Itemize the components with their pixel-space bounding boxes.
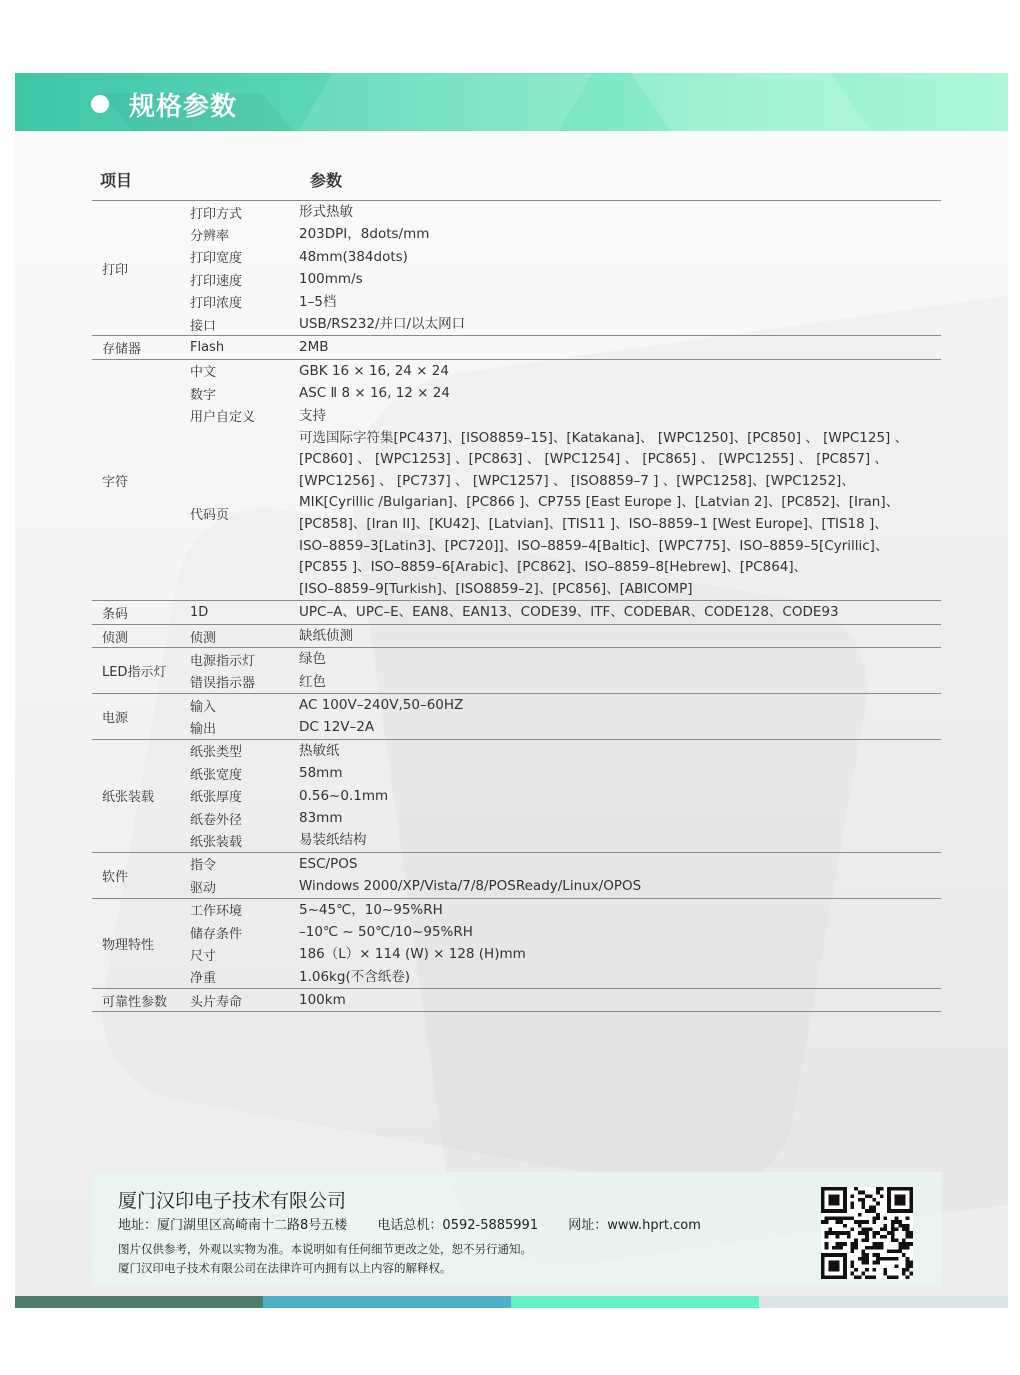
table-row	[190, 762, 941, 784]
spec-category: 物理特性	[102, 937, 155, 953]
table-row	[190, 899, 941, 921]
qr-code-icon	[821, 1187, 913, 1279]
table-row	[190, 313, 941, 335]
spec-value: 0.56~0.1mm	[299, 787, 389, 804]
column-header-param: 参数	[310, 171, 343, 190]
company-website[interactable]: 网址：www.hprt.com	[568, 1218, 701, 1233]
spec-value: GBK 16 × 16, 24 × 24	[299, 362, 449, 379]
spec-item-label: 纸张类型	[190, 745, 243, 761]
spec-category: 软件	[102, 869, 129, 885]
spec-category: 可靠性参数	[102, 994, 168, 1010]
spec-value: –10℃ ~ 50℃/10~95%RH	[299, 923, 473, 940]
table-row	[190, 875, 941, 897]
spec-item-label: 净重	[190, 971, 217, 987]
bullet-dot-icon	[91, 95, 109, 113]
table-row	[190, 716, 941, 738]
spec-item-label: 纸张装载	[190, 835, 243, 851]
table-row	[190, 246, 941, 268]
column-header-item: 项目	[100, 171, 133, 190]
spec-item-label: 输入	[190, 699, 217, 715]
spec-value: 2MB	[299, 339, 329, 356]
spec-item-label: 用户自定义	[190, 410, 256, 426]
spec-value-line: ISO–8859–3[Latin3]、[PC720]]、ISO–8859–4[Baltic]、[WPC775]、ISO–8859–5[Cyrillic]、	[299, 537, 889, 554]
color-bar-segment-2	[263, 1296, 511, 1308]
spec-value: 形式热敏	[299, 204, 353, 220]
spec-value: USB/RS232/并口/以太网口	[299, 315, 466, 332]
spec-rows	[190, 601, 941, 623]
table-header	[92, 162, 941, 201]
color-bar-segment-4	[759, 1296, 1008, 1308]
table-body	[92, 201, 941, 1012]
table-row	[190, 625, 941, 647]
company-address: 地址：厦门湖里区高崎南十二路8号五楼	[118, 1218, 348, 1233]
spec-item-label: 打印宽度	[190, 251, 243, 267]
spec-category: 纸张装载	[102, 790, 155, 806]
spec-item-label: 打印浓度	[190, 296, 243, 312]
spec-value: 58mm	[299, 765, 343, 782]
spec-item-label: 驱动	[190, 880, 217, 896]
spec-value: Windows 2000/XP/Vista/7/8/POSReady/Linux/OPOS	[299, 878, 642, 895]
table-row	[190, 201, 941, 223]
spec-value: 1–5档	[299, 293, 337, 310]
spec-item-label: 纸卷外径	[190, 812, 243, 828]
spec-category: 字符	[102, 474, 129, 490]
spec-category: 侦测	[102, 630, 129, 646]
spec-item-label: 分辨率	[190, 229, 230, 245]
spec-rows	[190, 694, 941, 739]
table-row	[190, 921, 941, 943]
spec-group	[92, 853, 941, 899]
spec-value: 缺纸侦测	[299, 627, 353, 644]
spec-value: ESC/POS	[299, 855, 358, 872]
spec-item-label: 电源指示灯	[190, 653, 256, 669]
spec-item-label: Flash	[190, 340, 225, 356]
spec-category: 条码	[102, 607, 129, 623]
header-facet	[616, 73, 893, 131]
spec-rows	[190, 201, 941, 335]
spec-group	[92, 201, 941, 336]
spec-value-line: [PC860] 、 [WPC1253] 、[PC863] 、 [WPC1254] 、 [PC865] 、 [WPC1255] 、 [PC857] 、	[299, 451, 888, 468]
spec-rows	[190, 899, 941, 989]
company-name: 厦门汉印电子技术有限公司	[118, 1190, 347, 1212]
table-row	[190, 360, 941, 382]
spec-value: 100km	[299, 992, 346, 1009]
spec-value: 203DPI，8dots/mm	[299, 226, 430, 243]
table-row	[190, 989, 941, 1011]
spec-group	[92, 899, 941, 990]
spec-value-line: 可选国际字符集[PC437]、[ISO8859–15]、[Katakana]、 [WPC1250]、[PC850] 、 [WPC125] 、	[299, 429, 909, 446]
spec-value: DC 12V–2A	[299, 719, 375, 736]
table-row	[190, 405, 941, 427]
spec-rows	[190, 989, 941, 1011]
table-row	[190, 291, 941, 313]
spec-rows	[190, 360, 941, 601]
spec-item-label: 工作环境	[190, 904, 243, 920]
spec-category: 存储器	[102, 342, 142, 358]
spec-value: 支持	[299, 407, 326, 424]
spec-category: 电源	[102, 710, 129, 726]
table-row	[190, 671, 941, 693]
spec-value	[299, 427, 941, 601]
spec-group	[92, 740, 941, 853]
company-phone: 电话总机：0592-5885991	[377, 1218, 539, 1233]
spec-value: 绿色	[299, 651, 326, 668]
spec-value: ASC Ⅱ 8 × 16, 12 × 24	[299, 385, 450, 402]
spec-item-label: 储存条件	[190, 926, 243, 942]
color-bar-segment-1	[15, 1296, 263, 1308]
spec-group	[92, 601, 941, 624]
spec-rows	[190, 648, 941, 693]
spec-item-label: 代码页	[190, 508, 230, 524]
spec-category: 打印	[102, 262, 129, 278]
spec-value: 易装纸结构	[299, 832, 367, 849]
spec-item-label: 接口	[190, 318, 217, 334]
spec-item-label: 打印速度	[190, 273, 243, 289]
table-row	[190, 785, 941, 807]
table-row	[190, 829, 941, 851]
bottom-color-bar	[15, 1293, 1008, 1305]
header-facet	[280, 73, 609, 131]
table-row	[190, 336, 941, 358]
spec-item-label: 头片寿命	[190, 994, 243, 1010]
spec-value: 热敏纸	[299, 742, 340, 759]
table-row	[190, 268, 941, 290]
spec-value: AC 100V–240V,50–60HZ	[299, 697, 464, 714]
spec-rows	[190, 740, 941, 852]
table-row	[190, 601, 941, 623]
disclaimer-note: 图片仅供参考，外观以实物为准。本说明如有任何细节更改之处，恕不另行通知。	[118, 1242, 532, 1256]
spec-item-label: 纸张厚度	[190, 790, 243, 806]
table-row	[190, 740, 941, 762]
spec-value-line: [ISO–8859–9[Turkish]、[ISO8859–2]、[PC856]、[ABICOMP]	[299, 580, 693, 597]
spec-group	[92, 360, 941, 602]
color-bar-segment-3	[511, 1296, 759, 1308]
section-header	[15, 73, 1008, 131]
spec-item-label: 中文	[190, 365, 217, 381]
spec-item-label: 打印方式	[190, 206, 243, 222]
table-row	[190, 427, 941, 601]
spec-value: 48mm(384dots)	[299, 248, 408, 265]
spec-item-label: 输出	[190, 722, 217, 738]
spec-value: 186（L）× 114 (W) × 128 (H)mm	[299, 946, 526, 963]
spec-item-label: 侦测	[190, 630, 217, 646]
table-row	[190, 223, 941, 245]
spec-value: 红色	[299, 673, 326, 690]
spec-item-label: 纸张宽度	[190, 767, 243, 783]
table-row	[190, 648, 941, 670]
contact-line	[118, 1214, 727, 1233]
spec-value-line: [PC855 ]、ISO–8859–6[Arabic]、[PC862]、ISO–8859–8[Hebrew]、[PC864]、	[299, 559, 808, 576]
spec-table	[92, 162, 941, 1012]
spec-value: 1.06kg(不含纸卷)	[299, 968, 410, 985]
spec-value-line: [WPC1256] 、 [PC737] 、 [WPC1257] 、 [ISO8859–7 ] 、[WPC1258]、[WPC1252]、	[299, 472, 855, 489]
spec-rows	[190, 625, 941, 647]
spec-item-label: 数字	[190, 387, 217, 403]
spec-value: UPC–A、UPC–E、EAN8、EAN13、CODE39、ITF、CODEBAR、CODE128、CODE93	[299, 604, 839, 621]
spec-value-line: MIK[Cyrillic /Bulgarian]、[PC866 ]、CP755 [East Europe ]、[Latvian 2]、[PC852]、[Iran]、	[299, 494, 900, 511]
table-row	[190, 943, 941, 965]
table-row	[190, 853, 941, 875]
spec-group	[92, 648, 941, 694]
spec-group	[92, 694, 941, 740]
copyright-note: 厦门汉印电子技术有限公司在法律许可内拥有以上内容的解释权。	[118, 1261, 452, 1275]
spec-group	[92, 989, 941, 1012]
spec-value-line: [PC858]、[Iran II]、[KU42]、[Latvian]、[TIS11 ]、ISO–8859–1 [West Europe]、[TIS18 ]、	[299, 516, 888, 533]
table-row	[190, 966, 941, 988]
company-footer	[92, 1172, 942, 1287]
spec-rows	[190, 853, 941, 898]
spec-item-label: 指令	[190, 858, 217, 874]
table-row	[190, 807, 941, 829]
spec-group	[92, 625, 941, 648]
spec-item-label: 尺寸	[190, 949, 217, 964]
spec-value: 100mm/s	[299, 271, 363, 288]
spec-item-label: 错误指示器	[190, 676, 256, 692]
spec-item-label: 1D	[190, 605, 209, 621]
spec-value: 83mm	[299, 809, 343, 826]
table-row	[190, 694, 941, 716]
spec-category: LED指示灯	[102, 665, 167, 681]
table-row	[190, 382, 941, 404]
spec-group	[92, 336, 941, 359]
section-title: 规格参数	[129, 92, 238, 122]
spec-rows	[190, 336, 941, 358]
spec-value: 5~45℃，10~95%RH	[299, 901, 443, 918]
